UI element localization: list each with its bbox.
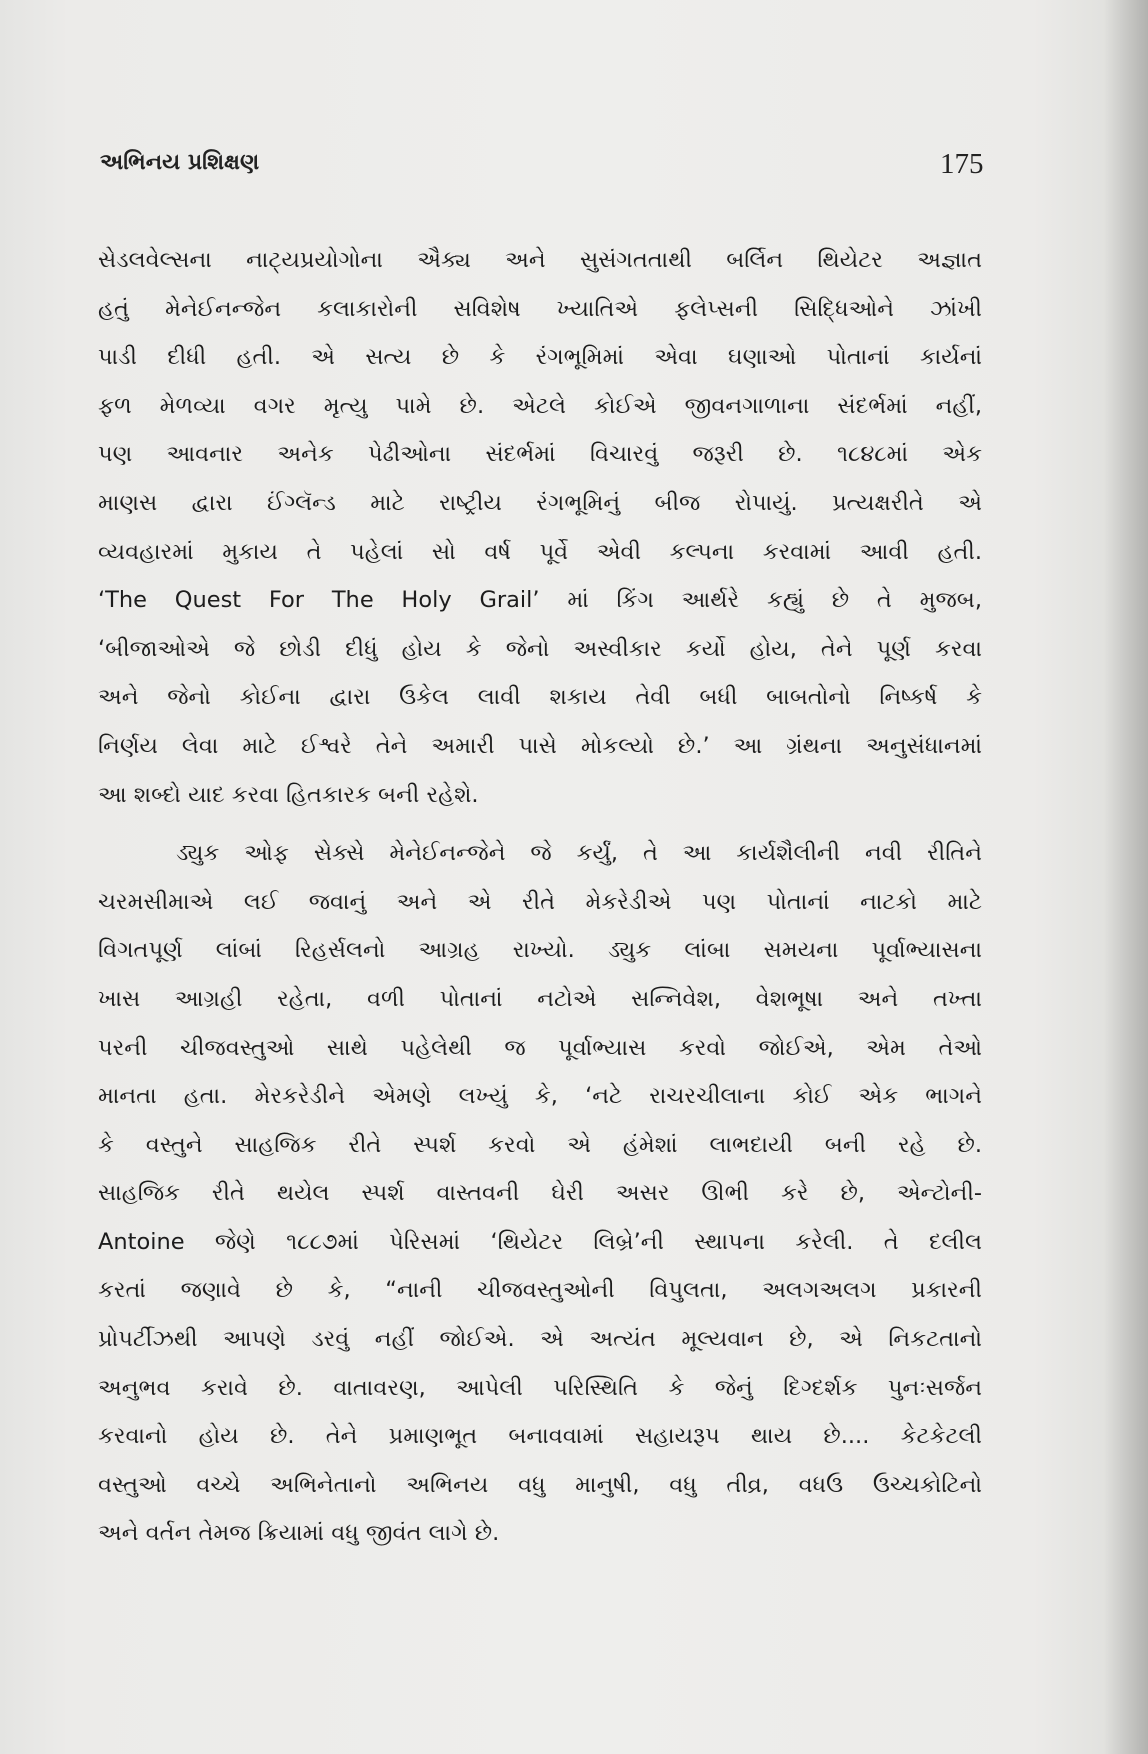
- text-line: પ્રોપર્ટીઝથી આપણે ડરવું નહીં જોઈએ. એ અત્યંત મૂલ્યવાન છે, એ નિકટતાનો: [98, 1326, 982, 1353]
- text-line: કરવાનો હોય છે. તેને પ્રમાણભૂત બનાવવામાં સહાયરૂપ થાય છે.... કેટકેટલી: [98, 1423, 982, 1450]
- text-line: નિર્ણય લેવા માટે ઈશ્વરે તેને અમારી પાસે મોકલ્યો છે.’ આ ગ્રંથના અનુસંધાનમાં: [98, 732, 982, 759]
- page-number: 175: [940, 148, 984, 180]
- text-line: વિગતપૂર્ણ લાંબાં રિહર્સલનો આગ્રહ રાખ્યો. ડ્યુક લાંબા સમયના પૂર્વાભ્યાસના: [98, 937, 982, 964]
- text-line: ચરમસીમાએ લઈ જવાનું અને એ રીતે મેકરેડીએ પણ પોતાનાં નાટકો માટે: [98, 888, 982, 915]
- text-line: સેડલવેલ્સના નાટ્યપ્રયોગોના ઐક્ય અને સુસંગતતાથી બર્લિન થિયેટર અજ્ઞાત: [98, 247, 982, 273]
- text-line: આ શબ્દો યાદ કરવા હિતકારક બની રહેશે.: [98, 781, 479, 808]
- text-line: પરની ચીજવસ્તુઓ સાથે પહેલેથી જ પૂર્વાભ્યાસ કરવો જોઈએ, એમ તેઓ: [98, 1034, 982, 1061]
- text-line: કરતાં જણાવે છે કે, “નાની ચીજવસ્તુઓની વિપુલતા, અલગઅલગ પ્રકારની: [98, 1277, 982, 1304]
- page-edge-shadow: [1104, 0, 1148, 1754]
- text-line: સાહજિક રીતે થયેલ સ્પર્શ વાસ્તવની ઘેરી અસર ઊભી કરે છે, એન્ટોની-: [98, 1180, 982, 1207]
- text-line: પાડી દીધી હતી. એ સત્ય છે કે રંગભૂમિમાં એવા ઘણાઓ પોતાનાં કાર્યનાં: [98, 344, 982, 371]
- text-line: Antoine જેણે ૧૮૮૭માં પેરિસમાં ‘થિયેટર લિબ્રે’ની સ્થાપના કરેલી. તે દલીલ: [98, 1228, 982, 1255]
- text-line: ખાસ આગ્રહી રહેતા, વળી પોતાનાં નટોએ સન્નિવેશ, વેશભૂષા અને તખ્તા: [98, 985, 982, 1012]
- running-header-title: અભિનય પ્રશિક્ષણ: [100, 150, 260, 175]
- text-line: ‘બીજાઓએ જે છોડી દીધું હોય કે જેનો અસ્વીકાર કર્યો હોય, તેને પૂર્ણ કરવા: [98, 635, 982, 662]
- text-line: અને જેનો કોઈના દ્વારા ઉકેલ લાવી શકાય તેવી બધી બાબતોનો નિષ્કર્ષ કે: [98, 684, 982, 711]
- text-line: ‘The Quest For The Holy Grail’ માં કિંગ આર્થરે કહ્યું છે તે મુજબ,: [98, 587, 982, 614]
- text-line: હતું મેનેઈનન્જેન કલાકારોની સવિશેષ ખ્યાતિએ ફલેપ્સની સિદ્ધિઓને ઝાંખી: [98, 295, 982, 322]
- text-line: અનુભવ કરાવે છે. વાતાવરણ, આપેલી પરિસ્થિતિ કે જેનું દિગ્દર્શક પુનઃસર્જન: [98, 1374, 982, 1401]
- text-line: વસ્તુઓ વચ્ચે અભિનેતાનો અભિનય વધુ માનુષી, વધુ તીવ્ર, વધઉ ઉચ્ચકોટિનો: [98, 1471, 982, 1498]
- text-line: વ્યવહારમાં મુકાય તે પહેલાં સો વર્ષ પૂર્વે એવી કલ્પના કરવામાં આવી હતી.: [98, 538, 982, 565]
- text-line: ડ્યુક ઓફ સેક્સે મેનેઈનન્જેને જે કર્યું, તે આ કાર્યશૈલીની નવી રીતિને: [176, 840, 982, 867]
- text-line: ફળ મેળવ્યા વગર મૃત્યુ પામે છે. એટલે કોઈએ જીવનગાળાના સંદર્ભમાં નહીં,: [98, 392, 982, 419]
- text-line: માણસ દ્વારા ઈંગ્લૅન્ડ માટે રાષ્ટ્રીય રંગભૂમિનું બીજ રોપાયું. પ્રત્યક્ષરીતે એ: [98, 489, 982, 516]
- text-line: કે વસ્તુને સાહજિક રીતે સ્પર્શ કરવો એ હંમેશાં લાભદાયી બની રહે છે.: [98, 1131, 982, 1158]
- body-text: [98, 236, 982, 1558]
- text-line: પણ આવનાર અનેક પેઢીઓના સંદર્ભમાં વિચારવું જરૂરી છે. ૧૮૪૮માં એક: [98, 441, 982, 468]
- text-line: માનતા હતા. મેરકરેડીને એમણે લખ્યું કે, ‘નટે રાચરચીલાના કોઈ એક ભાગને: [98, 1083, 982, 1110]
- text-line: અને વર્તન તેમજ ક્રિયામાં વધુ જીવંત લાગે છે.: [98, 1520, 500, 1547]
- paragraph-1: [98, 236, 982, 819]
- paragraph-2: [98, 829, 982, 1558]
